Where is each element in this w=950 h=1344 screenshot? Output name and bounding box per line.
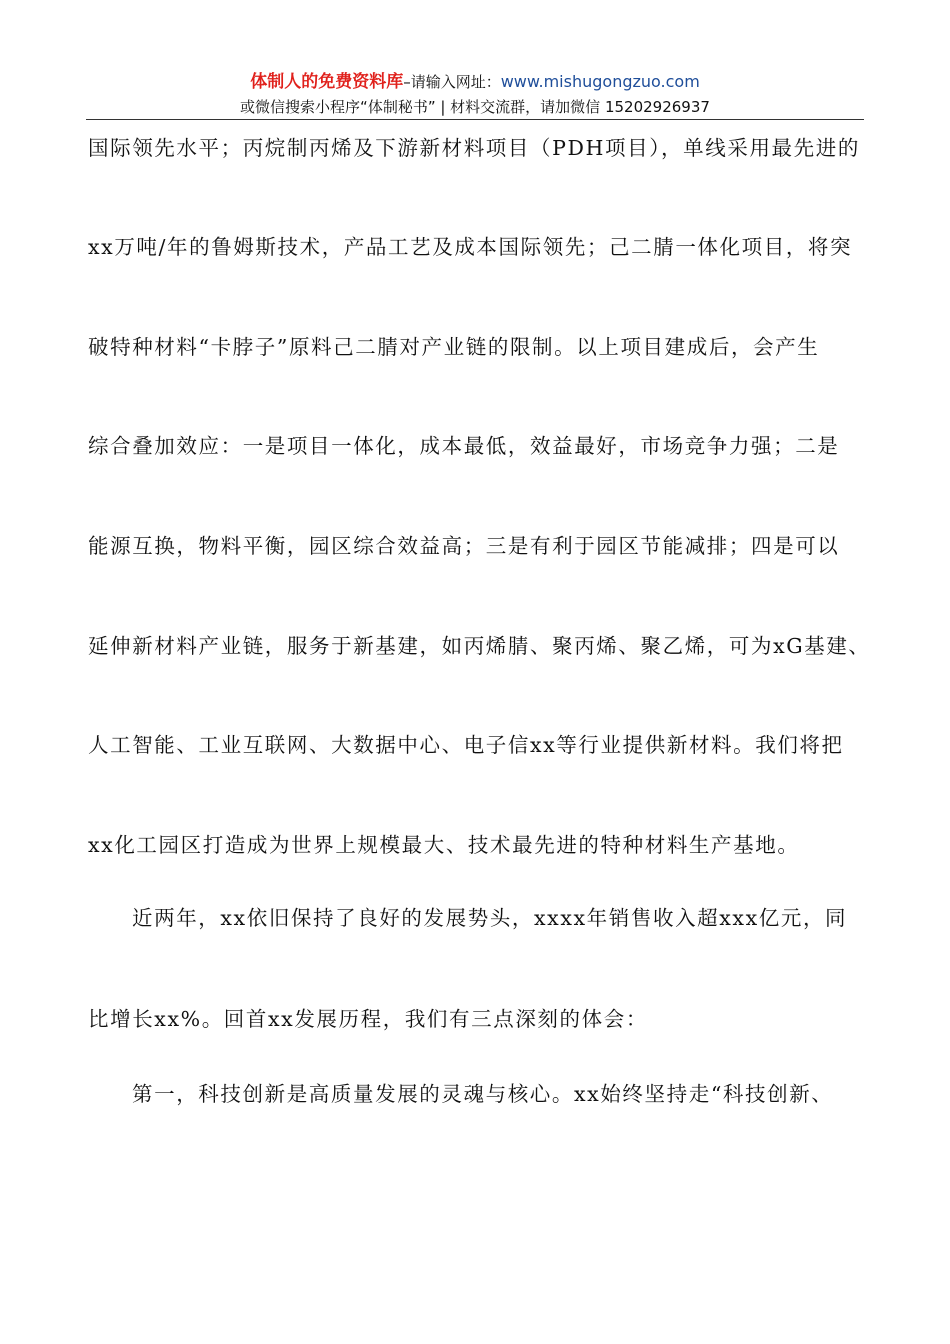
- text-line: 国际领先水平；丙烷制丙烯及下游新材料项目（PDH项目），单线采用最先进的: [88, 136, 860, 160]
- url-prompt: –请输入网址：: [403, 73, 501, 91]
- text-line: 能源互换，物料平衡，园区综合效益高；三是有利于园区节能减排；四是可以: [88, 534, 840, 558]
- header-line-1: [0, 70, 950, 94]
- page-header: [0, 70, 950, 118]
- text-line: 综合叠加效应：一是项目一体化，成本最低，效益最好，市场竞争力强；二是: [88, 434, 840, 458]
- text-line: 破特种材料“卡脖子”原料己二腈对产业链的限制。以上项目建成后，会产生: [88, 335, 820, 359]
- header-line-2: 或微信搜索小程序“体制秘书” | 材料交流群，请加微信 15202926937: [240, 98, 710, 116]
- text-line: xx万吨/年的鲁姆斯技术，产品工艺及成本国际领先；己二腈一体化项目，将突: [88, 235, 853, 259]
- text-line: 比增长xx%。回首xx发展历程，我们有三点深刻的体会：: [88, 1007, 648, 1031]
- text-line: 延伸新材料产业链，服务于新基建，如丙烯腈、聚丙烯、聚乙烯，可为xG基建、: [88, 634, 871, 658]
- paragraph-start-line: 近两年，xx依旧保持了良好的发展势头，xxxx年销售收入超xxx亿元，同: [132, 906, 848, 930]
- brand-title: 体制人的免费资料库: [250, 72, 404, 92]
- text-line: 人工智能、工业互联网、大数据中心、电子信xx等行业提供新材料。我们将把: [88, 733, 844, 757]
- paragraph-start-line: 第一，科技创新是高质量发展的灵魂与核心。xx始终坚持走“科技创新、: [132, 1082, 834, 1106]
- website-link[interactable]: www.mishugongzuo.com: [500, 72, 700, 91]
- text-line: xx化工园区打造成为世界上规模最大、技术最先进的特种材料生产基地。: [88, 833, 800, 857]
- header-divider: [86, 119, 864, 120]
